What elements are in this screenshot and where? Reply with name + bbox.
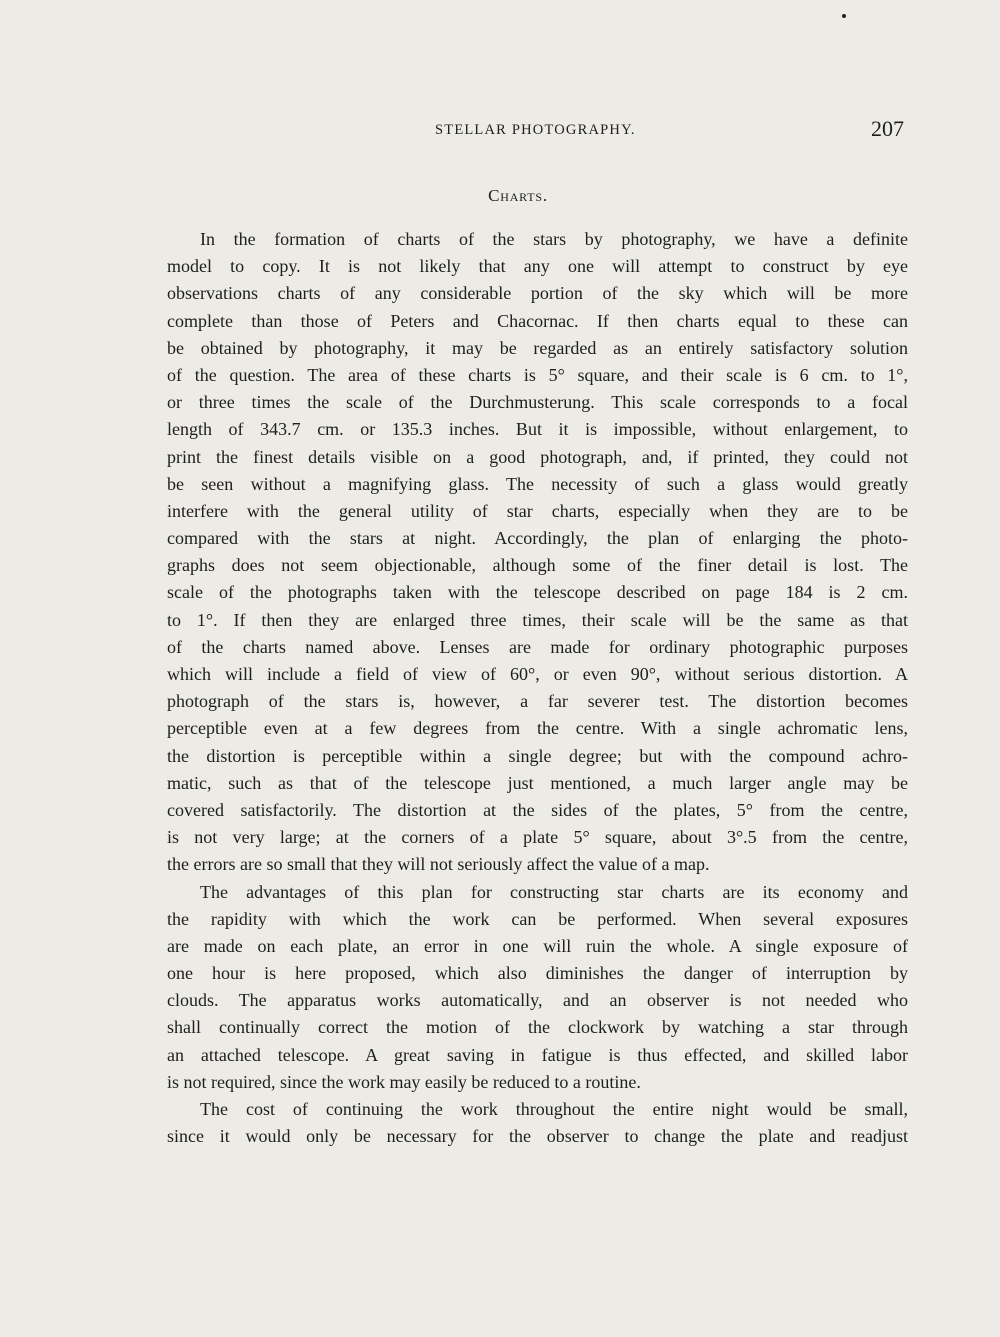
text-line: is not required, since the work may easily be reduced to a routine. xyxy=(167,1071,641,1092)
text-line: covered satisfactorily. The distortion at the sides of the plates, 5° from the centre, xyxy=(167,799,908,820)
text-line: graphs does not seem objectionable, although some of the finer detail is lost. The xyxy=(167,555,908,576)
text-line: print the finest details visible on a good photograph, and, if printed, they could not xyxy=(167,446,908,467)
text-line: of the question. The area of these charts is 5° square, and their scale is 6 cm. to 1°, xyxy=(167,364,908,385)
text-line: length of 343.7 cm. or 135.3 inches. But it is impossible, without enlargement, to xyxy=(167,419,908,440)
text-line: perceptible even at a few degrees from the centre. With a single achromatic lens, xyxy=(167,718,908,739)
text-line: observations charts of any considerable portion of the sky which will be more xyxy=(167,283,908,304)
text-line: which will include a field of view of 60°, or even 90°, without serious distortion. A xyxy=(167,664,908,684)
text-line: The advantages of this plan for constructing star charts are its economy and xyxy=(200,881,908,902)
running-head xyxy=(0,116,1000,146)
paragraph xyxy=(167,879,908,1097)
text-line: shall continually correct the motion of the clockwork by watching a star through xyxy=(167,1017,908,1038)
text-line: of the charts named above. Lenses are made for ordinary photographic purposes xyxy=(167,636,908,657)
text-line: In the formation of charts of the stars by photography, we have a definite xyxy=(200,229,908,249)
text-line: model to copy. It is not likely that any one will attempt to construct by eye xyxy=(167,256,908,277)
page-number: 207 xyxy=(871,116,904,141)
text-line: are made on each plate, an error in one will ruin the whole. A single exposure of xyxy=(167,935,908,956)
text-line: or three times the scale of the Durchmusterung. This scale corresponds to a focal xyxy=(167,392,908,413)
running-title: STELLAR PHOTOGRAPHY. xyxy=(435,122,636,138)
text-line: the errors are so small that they will not seriously affect the value of a map. xyxy=(167,854,710,875)
text-line: to 1°. If then they are enlarged three times, their scale will be the same as that xyxy=(167,609,908,630)
ink-speck xyxy=(842,14,846,18)
paragraph xyxy=(167,226,908,879)
text-line: photograph of the stars is, however, a far severer test. The distortion becomes xyxy=(167,691,908,712)
text-line: complete than those of Peters and Chacornac. If then charts equal to these can xyxy=(167,310,908,331)
text-line: be obtained by photography, it may be regarded as an entirely satisfactory solution xyxy=(167,337,908,358)
text-line: matic, such as that of the telescope just mentioned, a much larger angle may be xyxy=(167,772,908,793)
text-line: clouds. The apparatus works automatically, and an observer is not needed who xyxy=(167,990,908,1011)
paragraph xyxy=(167,1096,908,1150)
section-heading: Charts. xyxy=(488,186,548,205)
body-text xyxy=(167,226,908,1150)
text-line: compared with the stars at night. Accordingly, the plan of enlarging the photo- xyxy=(167,528,908,549)
text-line: scale of the photographs taken with the telescope described on page 184 is 2 cm. xyxy=(167,582,908,603)
text-line: an attached telescope. A great saving in fatigue is thus effected, and skilled labor xyxy=(167,1044,908,1065)
text-line: interfere with the general utility of star charts, especially when they are to be xyxy=(167,500,908,521)
text-line: since it would only be necessary for the observer to change the plate and readjust xyxy=(167,1126,908,1147)
text-line: the rapidity with which the work can be performed. When several exposures xyxy=(167,908,908,929)
text-line: be seen without a magnifying glass. The necessity of such a glass would greatly xyxy=(167,473,908,494)
text-line: the distortion is perceptible within a single degree; but with the compound achro- xyxy=(167,745,908,766)
text-line: one hour is here proposed, which also diminishes the danger of interruption by xyxy=(167,963,908,984)
text-line: The cost of continuing the work throughout the entire night would be small, xyxy=(200,1099,908,1119)
text-line: is not very large; at the corners of a plate 5° square, about 3°.5 from the centre, xyxy=(167,827,908,848)
